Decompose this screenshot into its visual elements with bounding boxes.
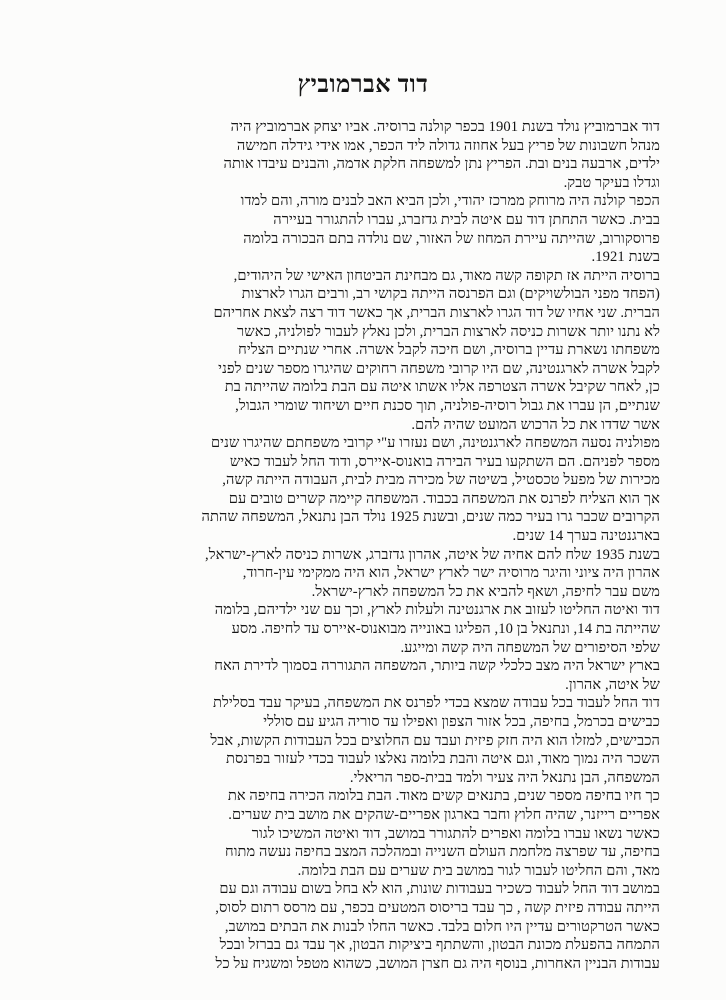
text-line: כן, לאחר שקיבל אשרה הצטרפה אליו אשתו איטה עם הבת בלומה שהייתה בת xyxy=(224,379,660,396)
text-line: בארגנטינה בערך 14 שנים. xyxy=(512,528,660,545)
text-line: במושב דוד החל לעבוד כשכיר בעבודות שונות, הוא לא בחל בשום עבודה וגם עם xyxy=(219,881,660,898)
text-line: הקרובים שכבר גרו בעיר כמה שנים, ובשנת 1925 נולד הבן נתנאל, המשפחה שהתה xyxy=(201,509,660,526)
text-line: של איטה, אהרון. xyxy=(565,676,660,693)
text-line: עבודות הבניין האחרות, בנוסף היה גם חצרן המושב, כשהוא מטפל ומשגיח על כל xyxy=(215,955,660,972)
text-line: מפולניה נסעה המשפחה לארגנטינה, ושם נעזרו ע"י קרובי משפחתם שהיגרו שנים xyxy=(210,435,660,452)
text-line: מספר לפניהם. הם השתקעו בעיר הבירה בואנוס-איירס, ודוד החל לעבוד כאיש xyxy=(229,453,660,470)
text-line: כבישים בכרמל, בחיפה, בכל אזור הצפון ואפילו עד סוריה הגיע עם סוללי xyxy=(263,714,660,730)
text-line: כאשר נשאו עברו בלומה ואפרים להתגורר במושב, דוד ואיטה המשיכו לגור xyxy=(251,825,660,842)
text-line: הברית. שני אחיו של דוד הגרו לארצות הברית, אך כאשר דוד רצה לצאת אחריהם xyxy=(213,304,660,321)
text-line: משפחתו נשארת עדיין ברוסיה, ושם חיכה לקבל אשרה. אחרי שנתיים הצליח xyxy=(238,342,660,359)
text-line: הכפר קולנה היה מרוחק ממרכז יהודי, ולכן הביא האב לבנים מורה, והם למדו xyxy=(240,193,660,210)
text-line: שהייתה בת 14, ונתנאל בן 10, הפליגו באונייה מבואנוס-איירס עד לחיפה. מסע xyxy=(231,621,660,638)
text-line: (הפחד מפני הבולשויקים) וגם הפרנסה הייתה בקושי רב, ורבים הגרו לארצות xyxy=(241,286,660,303)
text-line: מאד, והם החליטו לעבור לגור במושב בית שערים עם הבת בלומה. xyxy=(297,862,660,879)
text-line: כך חיו בחיפה מספר שנים, בתנאים קשים מאוד. הבת בלומה הכירה בחיפה את xyxy=(227,788,660,805)
text-line: אשר שדדו את כל הרכוש המועט שהיה להם. xyxy=(411,416,660,433)
text-line: השכר היה נמוך מאוד, וגם איטה והבת בלומה נאלצו לעבוד בכדי לעזור בפרנסת xyxy=(225,751,660,768)
text-line: בשנת 1921. xyxy=(591,249,660,266)
text-line: ילדים, ארבעה בנים ובת. הפריץ נתן למשפחה חלקת אדמה, והבנים עיבדו אותה xyxy=(223,156,660,173)
text-line: המשפחה, הבן נתנאל היה צעיר ולמד בבית-ספר הריאלי. xyxy=(349,769,660,786)
text-line: בארץ ישראל היה מצב כלכלי קשה ביותר, המשפחה התגוררה בסמוך לדירת האח xyxy=(214,658,660,675)
text-line: אך הוא הצליח לפרנס את המשפחה בכבוד. המשפחה קיימה קשרים טובים עם xyxy=(228,490,660,507)
text-line: דוד ואיטה החליטו לעזוב את ארגנטינה ולעלות לארץ, וכך עם שני ילדיהם, בלומה xyxy=(214,602,660,619)
text-line: אפריים רייזנר, שהיה חלוץ וחבר בארגון אפריים-שהקים את מושב בית שערים. xyxy=(228,806,660,823)
text-line: לא נתנו יותר אשרות כניסה לארצות הברית, ולכן נאלץ לעבור לפולניה, כאשר xyxy=(237,323,660,340)
text-line: וגדלו בעיקר טבק. xyxy=(563,174,660,191)
text-line: דוד החל לעבוד בכל עבודה שמצא בכדי לפרנס את המשפחה, בעיקר עבד בסלילת xyxy=(213,695,660,712)
text-line: הכבישים, למזלו הוא היה חזק פיזית ועבד עם החלוצים בכל העבודות הקשות, אבל xyxy=(210,732,660,749)
text-line: מכירות של מפעל טכסטיל, בשיטה של מכירה מבית לבית, העבודה הייתה קשה, xyxy=(222,472,660,489)
text-line: אהרון היה ציוני והיגר מרוסיה ישר לארץ ישראל, הוא היה ממקימי עין-חרוד, xyxy=(242,565,660,582)
text-line: מנהל חשבונות של פריץ בעל אחוזה גדולה ליד הכפר, אמו אידי גידלה חמישה xyxy=(236,137,660,154)
text-line: משם עבר לחיפה, ושאף להביא את כל המשפחה לארץ-ישראל. xyxy=(311,583,660,600)
text-line: בשנת 1935 שלח להם אחיה של איטה, אהרון גדזברג, אשרות כניסה לארץ-ישראל, xyxy=(204,546,660,563)
document-body xyxy=(44,118,660,973)
page-title: דוד אברמוביץ xyxy=(297,72,429,98)
text-line: ברוסיה הייתה אז תקופה קשה מאוד, גם מבחינת הביטחון האישי של היהודים, xyxy=(233,267,660,284)
text-line: שנתיים, הן עברו את גבול רוסיה-פולניה, תוך סכנת חיים ושיחוד שומרי הגבול, xyxy=(235,397,660,414)
text-line: התמחה בהפעלת מכונת הבטון, והשתתף ביציקות הבטון, אך עבד גם בברזל ובכל xyxy=(219,937,660,954)
text-line: כאשר הטרקטורים עדיין היו חלום בלבד. כאשר החלו לבנות את הבתים במושב, xyxy=(224,918,660,935)
text-line: שלפי הסיפורים של המשפחה היה קשה ומייגע. xyxy=(400,639,660,656)
text-line: לקבל אשרה לארגנטינה, שם היו קרובי משפחה רחוקים שהיגרו מספר שנים לפני xyxy=(218,360,660,377)
text-line: הייתה עבודה פיזית קשה , כך עבד בריסוס המטעים בכפר, עם מרסס רתום לסוס, xyxy=(215,899,660,916)
text-line: פרוסקורוב, שהייתה עיירת המחוז של האזור, שם נולדה בתם הבכורה בלומה xyxy=(243,230,660,247)
text-line: בבית. כאשר התחתן דוד עם איטה לבית גדזברג, עברו להתגורר בעיירה xyxy=(273,211,660,228)
text-line: בחיפה, עד שפרצה מלחמת העולם השנייה ובמהלכה המצב בחיפה נעשה מתוח xyxy=(224,844,660,861)
text-line: דוד אברמוביץ נולד בשנת 1901 בכפר קולנה ברוסיה. אביו יצחק אברמוביץ היה xyxy=(230,119,660,135)
